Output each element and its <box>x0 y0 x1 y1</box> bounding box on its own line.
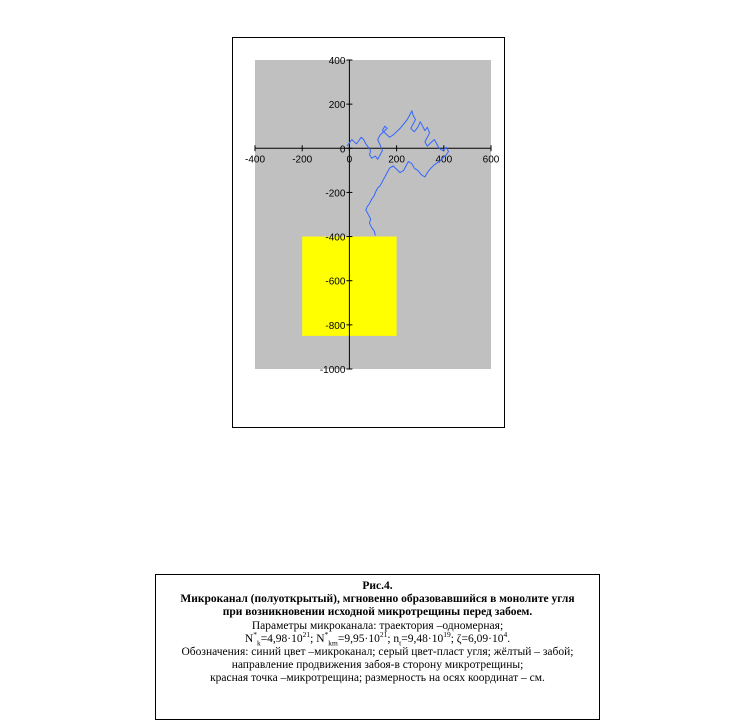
x-tick-label-3: 200 <box>388 154 405 166</box>
figure-caption <box>155 574 600 720</box>
x-tick-label-0: -400 <box>244 154 266 166</box>
caption-legend-line-3: красная точка –микротрещина; размерность на осях координат – см. <box>210 672 545 685</box>
y-tick-label-2: 0 <box>339 144 346 156</box>
caption-title-line-2: при возникновении исходной микротрещины перед забоем. <box>222 606 533 619</box>
y-tick-label-6: -800 <box>325 320 346 332</box>
caption-title-line-1: Микроканал (полуоткрытый), мгновенно образовавшийся в монолите угля <box>180 593 575 606</box>
y-tick-label-5: -600 <box>325 276 346 288</box>
y-tick-label-3: -200 <box>325 188 346 200</box>
x-tick-label-4: 400 <box>435 154 453 166</box>
y-tick-label-1: 200 <box>328 100 346 112</box>
y-tick-label-7: -1000 <box>319 365 346 376</box>
chart-frame <box>232 37 505 428</box>
x-tick-label-5: 600 <box>482 154 500 166</box>
caption-formula-line: $N^*_k=4,98\cdot 10^{21}$; $N^*_{km}=9,95\cdot 10^{21}$; $n_t=9,48\cdot 10^{19}$; $\zeta=6,09\cdot 10^4$. <box>244 629 511 648</box>
caption-legend-line-1: Обозначения: синий цвет –микроканал; серый цвет-пласт угля; жёлтый – забой; <box>181 646 574 659</box>
trajectory-chart <box>233 38 506 429</box>
x-tick-label-2: 0 <box>346 154 353 166</box>
y-tick-label-0: 400 <box>328 56 346 67</box>
y-tick-label-4: -400 <box>325 232 346 244</box>
x-tick-label-1: -200 <box>292 154 313 166</box>
caption-legend-line-2: направление продвижения забоя-в сторону микротрещины; <box>231 659 524 672</box>
caption-figure-number: Рис.4. <box>362 580 393 592</box>
caption-params-line: Параметры микроканала: траектория –одномерная; <box>251 619 504 632</box>
